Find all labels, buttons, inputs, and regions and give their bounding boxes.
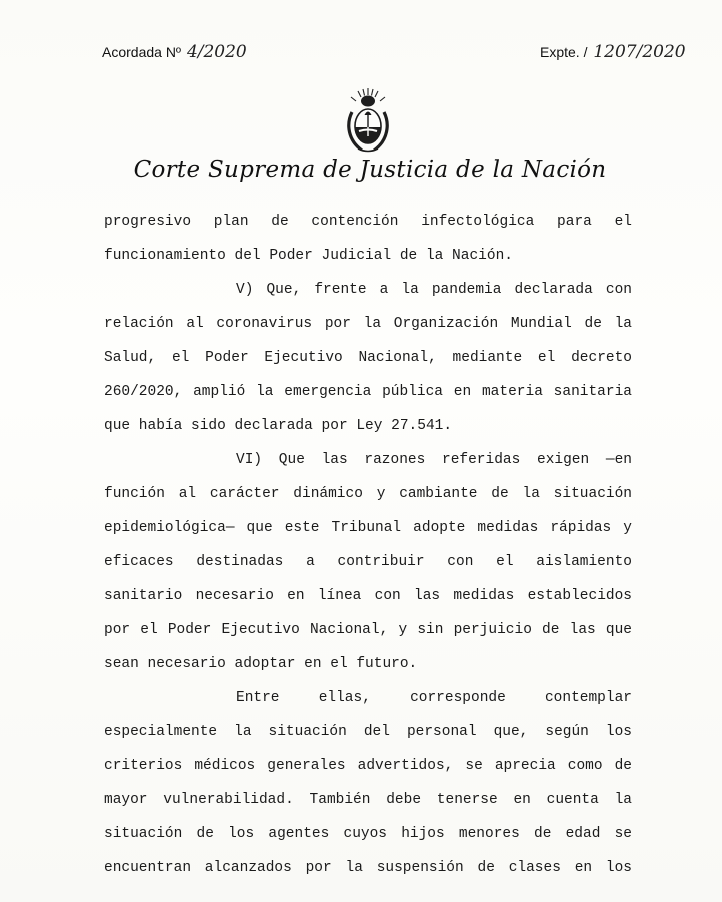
text-line: epidemiológica— que este Tribunal adopte medidas rápidas y [104, 520, 632, 536]
expte-label: Expte. / [540, 44, 588, 60]
document-body [104, 205, 632, 885]
text-line: criterios médicos generales advertidos, se aprecia como de [104, 758, 632, 774]
expte-number: 1207/2020 [593, 42, 686, 62]
text-line: Salud, el Poder Ejecutivo Nacional, mediante el decreto [104, 350, 632, 366]
text-line: funcionamiento del Poder Judicial de la Nación. [104, 248, 513, 264]
text-line: por el Poder Ejecutivo Nacional, y sin perjuicio de las que [104, 622, 632, 638]
text-line: encuentran alcanzados por la suspensión de clases en los [104, 860, 632, 876]
text-line: mayor vulnerabilidad. También debe tenerse en cuenta la [104, 792, 632, 808]
acordada-number: 4/2020 [186, 42, 247, 62]
court-name-heading: Corte Suprema de Justicia de la Nación [133, 157, 607, 183]
expediente-header [540, 42, 686, 62]
text-line: situación de los agentes cuyos hijos menores de edad se [104, 826, 632, 842]
text-line: Entre ellas, corresponde contemplar [236, 690, 632, 706]
text-line: sean necesario adoptar en el futuro. [104, 656, 418, 672]
text-line: V) Que, frente a la pandemia declarada con [236, 282, 632, 298]
coat-of-arms-icon [344, 86, 392, 156]
text-line: relación al coronavirus por la Organización Mundial de la [104, 316, 632, 332]
text-line: 260/2020, amplió la emergencia pública en materia sanitaria [104, 384, 632, 400]
text-line: VI) Que las razones referidas exigen —en [236, 452, 632, 468]
acordada-label: Acordada Nº [102, 44, 182, 60]
text-line: progresivo plan de contención infectológica para el [104, 214, 632, 230]
text-line: eficaces destinadas a contribuir con el aislamiento [104, 554, 632, 570]
acordada-header [102, 42, 247, 62]
text-line: que había sido declarada por Ley 27.541. [104, 418, 453, 434]
text-line: función al carácter dinámico y cambiante de la situación [104, 486, 632, 502]
text-line: especialmente la situación del personal que, según los [104, 724, 632, 740]
text-line: sanitario necesario en línea con las medidas establecidos [104, 588, 632, 604]
